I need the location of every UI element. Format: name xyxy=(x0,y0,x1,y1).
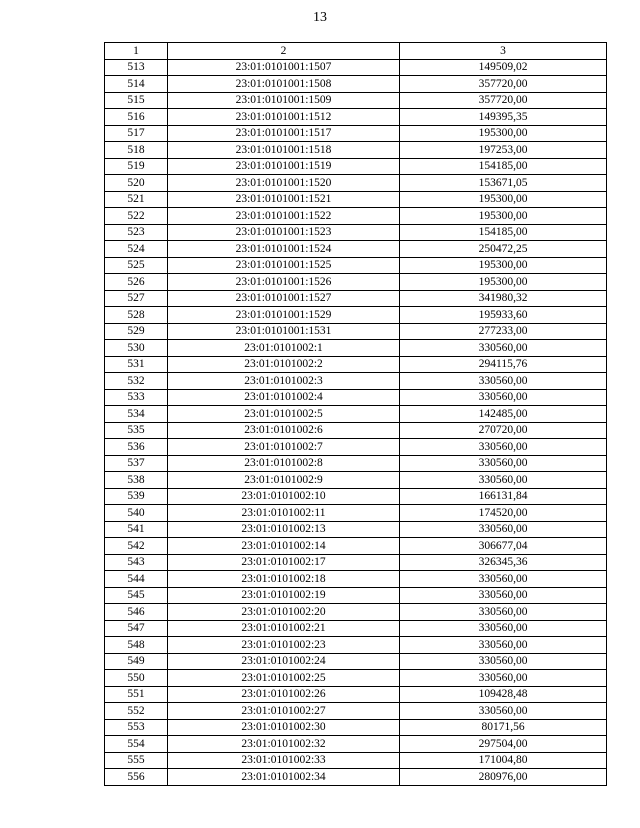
cadastral-number-cell: 23:01:0101002:7 xyxy=(168,439,400,456)
row-number-cell: 521 xyxy=(105,191,168,208)
table-row xyxy=(105,686,607,703)
row-number-cell: 519 xyxy=(105,158,168,175)
cadastral-number-cell: 23:01:0101002:5 xyxy=(168,406,400,423)
row-number-cell: 525 xyxy=(105,257,168,274)
cadastral-number-cell: 23:01:0101001:1520 xyxy=(168,175,400,192)
table-row xyxy=(105,538,607,555)
table-row xyxy=(105,257,607,274)
row-number-cell: 545 xyxy=(105,587,168,604)
table-row xyxy=(105,125,607,142)
value-cell: 330560,00 xyxy=(400,571,607,588)
table-row xyxy=(105,373,607,390)
table-row xyxy=(105,752,607,769)
row-number-cell: 547 xyxy=(105,620,168,637)
row-number-cell: 554 xyxy=(105,736,168,753)
row-number-cell: 527 xyxy=(105,290,168,307)
page-number: 13 xyxy=(313,10,327,25)
table-row xyxy=(105,554,607,571)
row-number-cell: 514 xyxy=(105,76,168,93)
cadastral-number-cell: 23:01:0101001:1509 xyxy=(168,92,400,109)
value-cell: 142485,00 xyxy=(400,406,607,423)
row-number-cell: 556 xyxy=(105,769,168,786)
cadastral-number-cell: 23:01:0101002:23 xyxy=(168,637,400,654)
table-row xyxy=(105,208,607,225)
row-number-cell: 528 xyxy=(105,307,168,324)
row-number-cell: 543 xyxy=(105,554,168,571)
value-cell: 154185,00 xyxy=(400,224,607,241)
value-cell: 250472,25 xyxy=(400,241,607,258)
column-header-2: 2 xyxy=(168,43,400,60)
cadastral-number-cell: 23:01:0101002:10 xyxy=(168,488,400,505)
table-row xyxy=(105,653,607,670)
table-row xyxy=(105,455,607,472)
row-number-cell: 516 xyxy=(105,109,168,126)
value-cell: 330560,00 xyxy=(400,389,607,406)
value-cell: 174520,00 xyxy=(400,505,607,522)
column-header-1: 1 xyxy=(105,43,168,60)
value-cell: 280976,00 xyxy=(400,769,607,786)
table-row xyxy=(105,274,607,291)
cadastral-number-cell: 23:01:0101002:3 xyxy=(168,373,400,390)
value-cell: 330560,00 xyxy=(400,604,607,621)
table-row xyxy=(105,389,607,406)
value-cell: 149509,02 xyxy=(400,59,607,76)
table-row xyxy=(105,422,607,439)
table-row xyxy=(105,637,607,654)
value-cell: 326345,36 xyxy=(400,554,607,571)
value-cell: 330560,00 xyxy=(400,703,607,720)
table-row xyxy=(105,406,607,423)
value-cell: 154185,00 xyxy=(400,158,607,175)
cadastral-number-cell: 23:01:0101002:13 xyxy=(168,521,400,538)
table-row xyxy=(105,76,607,93)
row-number-cell: 552 xyxy=(105,703,168,720)
cadastral-number-cell: 23:01:0101001:1529 xyxy=(168,307,400,324)
table-row xyxy=(105,571,607,588)
cadastral-number-cell: 23:01:0101002:33 xyxy=(168,752,400,769)
cadastral-number-cell: 23:01:0101001:1517 xyxy=(168,125,400,142)
cadastral-number-cell: 23:01:0101002:18 xyxy=(168,571,400,588)
row-number-cell: 522 xyxy=(105,208,168,225)
row-number-cell: 541 xyxy=(105,521,168,538)
cadastral-number-cell: 23:01:0101001:1512 xyxy=(168,109,400,126)
value-cell: 297504,00 xyxy=(400,736,607,753)
cadastral-number-cell: 23:01:0101001:1525 xyxy=(168,257,400,274)
row-number-cell: 513 xyxy=(105,59,168,76)
table-row xyxy=(105,175,607,192)
value-cell: 270720,00 xyxy=(400,422,607,439)
cadastral-number-cell: 23:01:0101002:34 xyxy=(168,769,400,786)
row-number-cell: 550 xyxy=(105,670,168,687)
value-cell: 171004,80 xyxy=(400,752,607,769)
row-number-cell: 534 xyxy=(105,406,168,423)
header-row xyxy=(105,43,607,60)
table-row xyxy=(105,670,607,687)
row-number-cell: 529 xyxy=(105,323,168,340)
value-cell: 294115,76 xyxy=(400,356,607,373)
value-cell: 330560,00 xyxy=(400,439,607,456)
value-cell: 195933,60 xyxy=(400,307,607,324)
value-cell: 357720,00 xyxy=(400,92,607,109)
table-row xyxy=(105,241,607,258)
cadastral-number-cell: 23:01:0101002:9 xyxy=(168,472,400,489)
table-row xyxy=(105,356,607,373)
cadastral-number-cell: 23:01:0101001:1527 xyxy=(168,290,400,307)
table-row xyxy=(105,703,607,720)
row-number-cell: 536 xyxy=(105,439,168,456)
value-cell: 166131,84 xyxy=(400,488,607,505)
cadastral-number-cell: 23:01:0101002:30 xyxy=(168,719,400,736)
value-cell: 330560,00 xyxy=(400,521,607,538)
row-number-cell: 515 xyxy=(105,92,168,109)
row-number-cell: 517 xyxy=(105,125,168,142)
value-cell: 330560,00 xyxy=(400,587,607,604)
value-cell: 330560,00 xyxy=(400,373,607,390)
row-number-cell: 548 xyxy=(105,637,168,654)
table-row xyxy=(105,719,607,736)
cadastral-number-cell: 23:01:0101002:26 xyxy=(168,686,400,703)
table-row xyxy=(105,323,607,340)
table-row xyxy=(105,521,607,538)
value-cell: 330560,00 xyxy=(400,472,607,489)
row-number-cell: 555 xyxy=(105,752,168,769)
row-number-cell: 518 xyxy=(105,142,168,159)
value-cell: 195300,00 xyxy=(400,125,607,142)
row-number-cell: 546 xyxy=(105,604,168,621)
row-number-cell: 520 xyxy=(105,175,168,192)
table-row xyxy=(105,290,607,307)
table-row xyxy=(105,505,607,522)
row-number-cell: 526 xyxy=(105,274,168,291)
cadastral-number-cell: 23:01:0101001:1518 xyxy=(168,142,400,159)
value-cell: 330560,00 xyxy=(400,620,607,637)
cadastral-number-cell: 23:01:0101001:1507 xyxy=(168,59,400,76)
table-header xyxy=(105,43,607,60)
value-cell: 341980,32 xyxy=(400,290,607,307)
row-number-cell: 538 xyxy=(105,472,168,489)
table-row xyxy=(105,191,607,208)
value-cell: 80171,56 xyxy=(400,719,607,736)
cadastral-number-cell: 23:01:0101002:27 xyxy=(168,703,400,720)
table-row xyxy=(105,340,607,357)
value-cell: 195300,00 xyxy=(400,208,607,225)
value-cell: 306677,04 xyxy=(400,538,607,555)
value-cell: 330560,00 xyxy=(400,340,607,357)
row-number-cell: 540 xyxy=(105,505,168,522)
value-cell: 195300,00 xyxy=(400,191,607,208)
table-row xyxy=(105,472,607,489)
row-number-cell: 523 xyxy=(105,224,168,241)
cadastral-number-cell: 23:01:0101001:1508 xyxy=(168,76,400,93)
table-row xyxy=(105,587,607,604)
table-row xyxy=(105,488,607,505)
value-cell: 330560,00 xyxy=(400,670,607,687)
cadastral-number-cell: 23:01:0101001:1526 xyxy=(168,274,400,291)
cadastral-number-cell: 23:01:0101001:1524 xyxy=(168,241,400,258)
cadastral-number-cell: 23:01:0101002:19 xyxy=(168,587,400,604)
value-cell: 330560,00 xyxy=(400,455,607,472)
cadastral-number-cell: 23:01:0101002:1 xyxy=(168,340,400,357)
column-header-3: 3 xyxy=(400,43,607,60)
row-number-cell: 535 xyxy=(105,422,168,439)
row-number-cell: 524 xyxy=(105,241,168,258)
row-number-cell: 553 xyxy=(105,719,168,736)
table-row xyxy=(105,224,607,241)
value-cell: 195300,00 xyxy=(400,274,607,291)
cadastral-number-cell: 23:01:0101002:25 xyxy=(168,670,400,687)
cadastral-number-cell: 23:01:0101002:21 xyxy=(168,620,400,637)
cadastral-number-cell: 23:01:0101002:4 xyxy=(168,389,400,406)
cadastral-number-cell: 23:01:0101002:17 xyxy=(168,554,400,571)
value-cell: 197253,00 xyxy=(400,142,607,159)
row-number-cell: 530 xyxy=(105,340,168,357)
cadastral-table xyxy=(104,42,607,786)
cadastral-number-cell: 23:01:0101002:32 xyxy=(168,736,400,753)
table-row xyxy=(105,92,607,109)
row-number-cell: 537 xyxy=(105,455,168,472)
value-cell: 357720,00 xyxy=(400,76,607,93)
table-row xyxy=(105,109,607,126)
row-number-cell: 542 xyxy=(105,538,168,555)
value-cell: 195300,00 xyxy=(400,257,607,274)
value-cell: 109428,48 xyxy=(400,686,607,703)
value-cell: 330560,00 xyxy=(400,653,607,670)
table-row xyxy=(105,620,607,637)
table-row xyxy=(105,769,607,786)
table-row xyxy=(105,439,607,456)
table-row xyxy=(105,307,607,324)
cadastral-number-cell: 23:01:0101002:24 xyxy=(168,653,400,670)
cadastral-number-cell: 23:01:0101002:14 xyxy=(168,538,400,555)
cadastral-number-cell: 23:01:0101002:2 xyxy=(168,356,400,373)
cadastral-number-cell: 23:01:0101002:8 xyxy=(168,455,400,472)
cadastral-number-cell: 23:01:0101001:1523 xyxy=(168,224,400,241)
value-cell: 330560,00 xyxy=(400,637,607,654)
cadastral-number-cell: 23:01:0101001:1531 xyxy=(168,323,400,340)
cadastral-number-cell: 23:01:0101001:1519 xyxy=(168,158,400,175)
table-row xyxy=(105,142,607,159)
row-number-cell: 532 xyxy=(105,373,168,390)
row-number-cell: 533 xyxy=(105,389,168,406)
row-number-cell: 544 xyxy=(105,571,168,588)
cadastral-number-cell: 23:01:0101001:1522 xyxy=(168,208,400,225)
cadastral-number-cell: 23:01:0101002:11 xyxy=(168,505,400,522)
table-row xyxy=(105,736,607,753)
cadastral-number-cell: 23:01:0101002:6 xyxy=(168,422,400,439)
value-cell: 277233,00 xyxy=(400,323,607,340)
table-row xyxy=(105,604,607,621)
value-cell: 149395,35 xyxy=(400,109,607,126)
table-body xyxy=(105,59,607,785)
value-cell: 153671,05 xyxy=(400,175,607,192)
row-number-cell: 549 xyxy=(105,653,168,670)
cadastral-number-cell: 23:01:0101002:20 xyxy=(168,604,400,621)
row-number-cell: 551 xyxy=(105,686,168,703)
row-number-cell: 531 xyxy=(105,356,168,373)
table-row xyxy=(105,158,607,175)
row-number-cell: 539 xyxy=(105,488,168,505)
cadastral-number-cell: 23:01:0101001:1521 xyxy=(168,191,400,208)
table-row xyxy=(105,59,607,76)
